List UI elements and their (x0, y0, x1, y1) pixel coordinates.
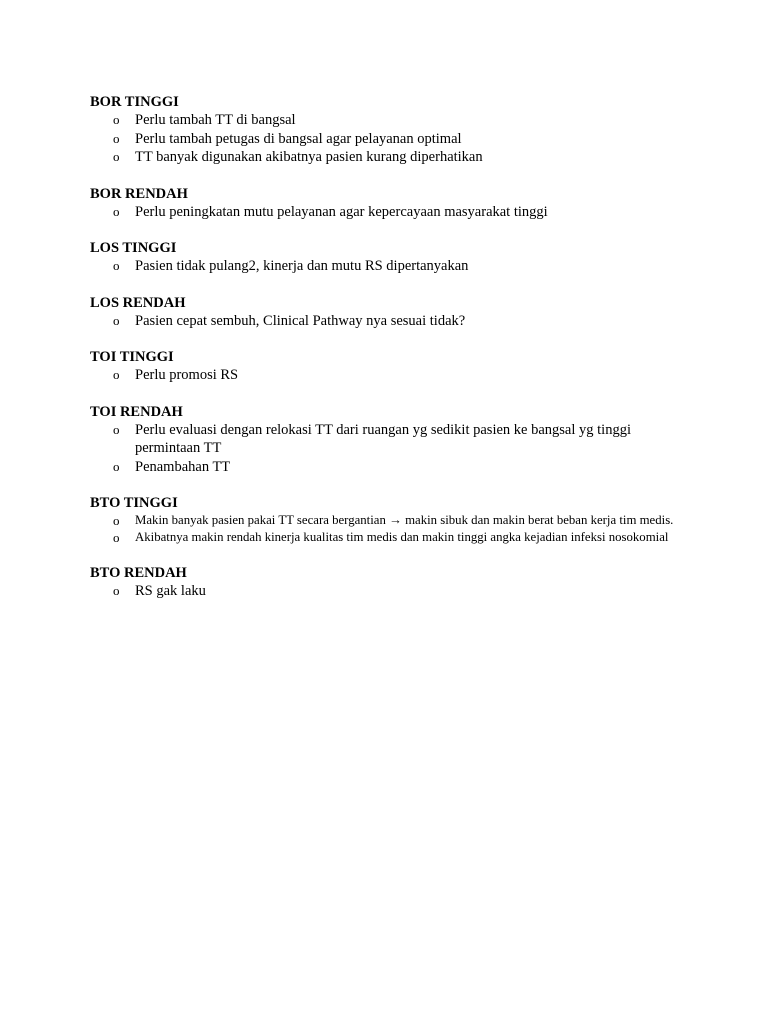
section-heading: BTO TINGGI (90, 495, 178, 511)
bullet-icon: o (113, 149, 120, 164)
bullet-icon: o (113, 583, 120, 598)
section-los-rendah (90, 294, 680, 331)
list-item-text: Perlu peningkatan mutu pelayanan agar kepercayaan masyarakat tinggi (135, 203, 548, 220)
bullet-icon: o (113, 367, 120, 382)
bullet-icon: o (113, 458, 120, 474)
bullet-list (90, 512, 680, 546)
bullet-list (90, 421, 680, 477)
bullet-icon: o (113, 312, 120, 328)
section-heading: BOR RENDAH (90, 185, 188, 202)
bullet-icon: o (113, 112, 120, 127)
bullet-icon: o (113, 130, 120, 146)
section-heading: LOS RENDAH (90, 294, 186, 311)
section-heading: BTO RENDAH (90, 565, 187, 581)
section-heading: BOR TINGGI (90, 94, 179, 110)
list-item (90, 312, 680, 331)
bullet-list (90, 111, 680, 167)
list-item (90, 512, 680, 529)
bullet-list (90, 257, 680, 276)
list-item-text: TT banyak digunakan akibatnya pasien kurang diperhatikan (135, 149, 483, 165)
list-item (90, 582, 680, 601)
list-item (90, 458, 680, 477)
bullet-icon: o (113, 258, 120, 273)
list-item (90, 130, 680, 149)
list-item-text: Pasien tidak pulang2, kinerja dan mutu RS dipertanyakan (135, 258, 469, 274)
section-bto-tinggi (90, 494, 680, 546)
list-item (90, 148, 680, 167)
list-item (90, 421, 680, 458)
bullet-list (90, 582, 680, 601)
section-heading: TOI TINGGI (90, 349, 174, 365)
list-item-text: Akibatnya makin rendah kinerja kualitas tim medis dan makin tinggi angka kejadian infeksi nosokomial (135, 530, 669, 544)
bullet-icon: o (113, 513, 120, 528)
list-item (90, 203, 680, 222)
section-heading: LOS TINGGI (90, 240, 177, 256)
list-item-text: Perlu tambah petugas di bangsal agar pelayanan optimal (135, 130, 462, 147)
section-bto-rendah (90, 564, 680, 601)
list-item-text: Penambahan TT (135, 458, 231, 475)
document-body (90, 93, 680, 619)
bullet-icon: o (113, 421, 120, 437)
section-toi-tinggi (90, 348, 680, 385)
bullet-list (90, 312, 680, 331)
list-item-text: Perlu promosi RS (135, 367, 239, 383)
section-bor-rendah (90, 185, 680, 222)
list-item (90, 111, 680, 130)
section-heading: TOI RENDAH (90, 403, 183, 420)
section-toi-rendah (90, 403, 680, 477)
list-item-text: Perlu evaluasi dengan relokasi TT dari ruangan yg sedikit pasien ke bangsal yg tinggi permintaan TT (135, 421, 631, 456)
list-item (90, 529, 680, 546)
section-bor-tinggi (90, 93, 680, 167)
list-item-text: Pasien cepat sembuh, Clinical Pathway nya sesuai tidak? (135, 312, 466, 329)
bullet-list (90, 366, 680, 385)
section-los-tinggi (90, 239, 680, 276)
list-item-text: RS gak laku (135, 583, 206, 599)
list-item (90, 257, 680, 276)
list-item-text: Makin banyak pasien pakai TT secara bergantian → makin sibuk dan makin berat beban kerja tim medis. (135, 513, 674, 527)
list-item (90, 366, 680, 385)
bullet-icon: o (113, 203, 120, 219)
bullet-list (90, 203, 680, 222)
bullet-icon: o (113, 530, 120, 545)
list-item-text: Perlu tambah TT di bangsal (135, 112, 296, 128)
